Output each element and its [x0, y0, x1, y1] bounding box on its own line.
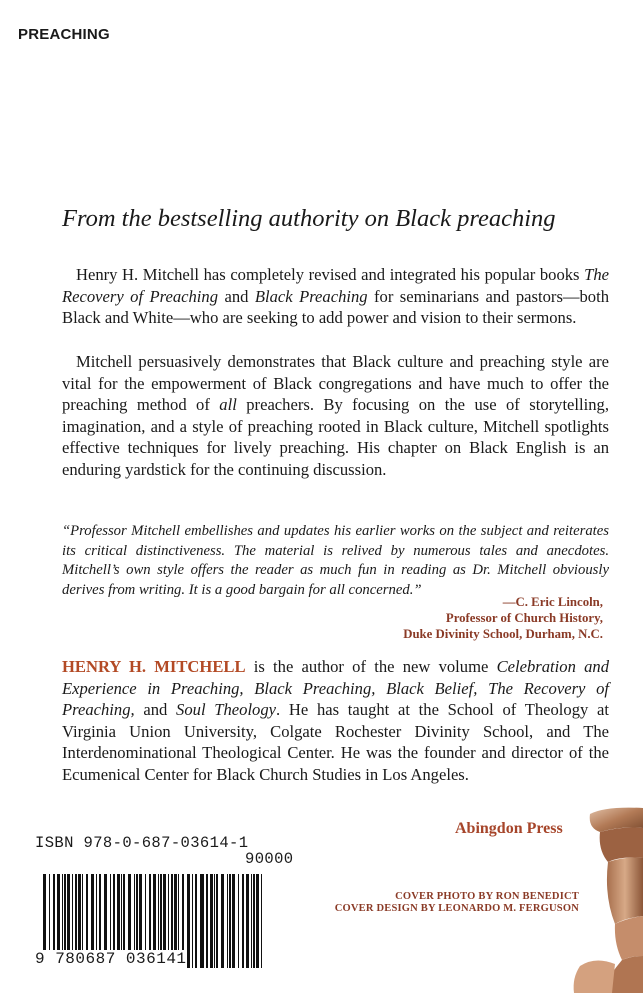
price-code: 90000 — [245, 850, 294, 868]
book-title: Black Preaching — [254, 286, 368, 306]
barcode-digits: 9 780687 036141 — [35, 950, 187, 968]
photo-credit: COVER PHOTO BY RON BENEDICT — [395, 891, 579, 902]
author-bio: HENRY H. MITCHELL is the author of the new volume Celebration and Experience in Preaching, Black Preaching, Black Belief, The Recovery of Preaching, and Soul Theology. He has taught at the School of Theology at Virginia Union University, Colgate Rochester Divinity School, and The Interdenominational Theological Center. He was the founder and director of the Ecumenical Center for Black Church Studies in Los Angeles. — [62, 657, 609, 784]
book-title: Soul Theology — [176, 700, 277, 719]
endorser-title: Professor of Church History, — [445, 611, 603, 625]
isbn-barcode — [35, 834, 300, 984]
barcode-addon-bars-icon — [203, 874, 267, 968]
endorser-affiliation: Duke Divinity School, Durham, N.C. — [403, 627, 603, 641]
cover-credits — [335, 891, 579, 915]
endorsement-attribution — [403, 594, 603, 642]
book-titles: Celebration and Experience in Preaching, Black Preaching, Black Belief, The Recovery of Preaching, — [62, 657, 609, 719]
publisher-name: Abingdon Press — [455, 820, 563, 837]
endorsement-quote: “Professor Mitchell embellishes and updates his earlier works on the subject and reiterates its critical distinctiveness. The material is relived by numerous tales and anecdotes. Mitchell’s own style offers the reader as much fun in reading as Dr. Mitchell obviously derives from writing. It is a good bargain for all concerned.” — [62, 523, 609, 598]
description-paragraph-1: Henry H. Mitchell has completely revised and integrated his popular books The Recovery of Preaching and Black Preaching for seminarians and pastors—both Black and White—who are seeking to add power and vision to their sermons. — [62, 265, 609, 327]
cover-photo-wood-furniture — [560, 806, 643, 993]
endorser-name: —C. Eric Lincoln, — [502, 595, 603, 609]
isbn-label: ISBN 978-0-687-03614-1 — [35, 834, 249, 852]
book-title: The Recovery of Preaching — [62, 265, 609, 306]
author-name: HENRY H. MITCHELL — [62, 657, 246, 676]
description-paragraph-2: Mitchell persuasively demonstrates that Black culture and preaching style are vital for the empowerment of Black congregations and have much to offer the preaching method of all preachers. By focusing on the use of storytelling, imagination, and a style of preaching rooted in Black culture, Mitchell spotlights effective techniques for lively preaching. His chapter on Black English is an enduring yardstick for the continuing discussion. — [62, 352, 609, 479]
category-label: PREACHING — [18, 26, 110, 43]
design-credit: COVER DESIGN BY LEONARDO M. FERGUSON — [334, 903, 579, 914]
headline: From the bestselling authority on Black preaching — [62, 205, 556, 232]
